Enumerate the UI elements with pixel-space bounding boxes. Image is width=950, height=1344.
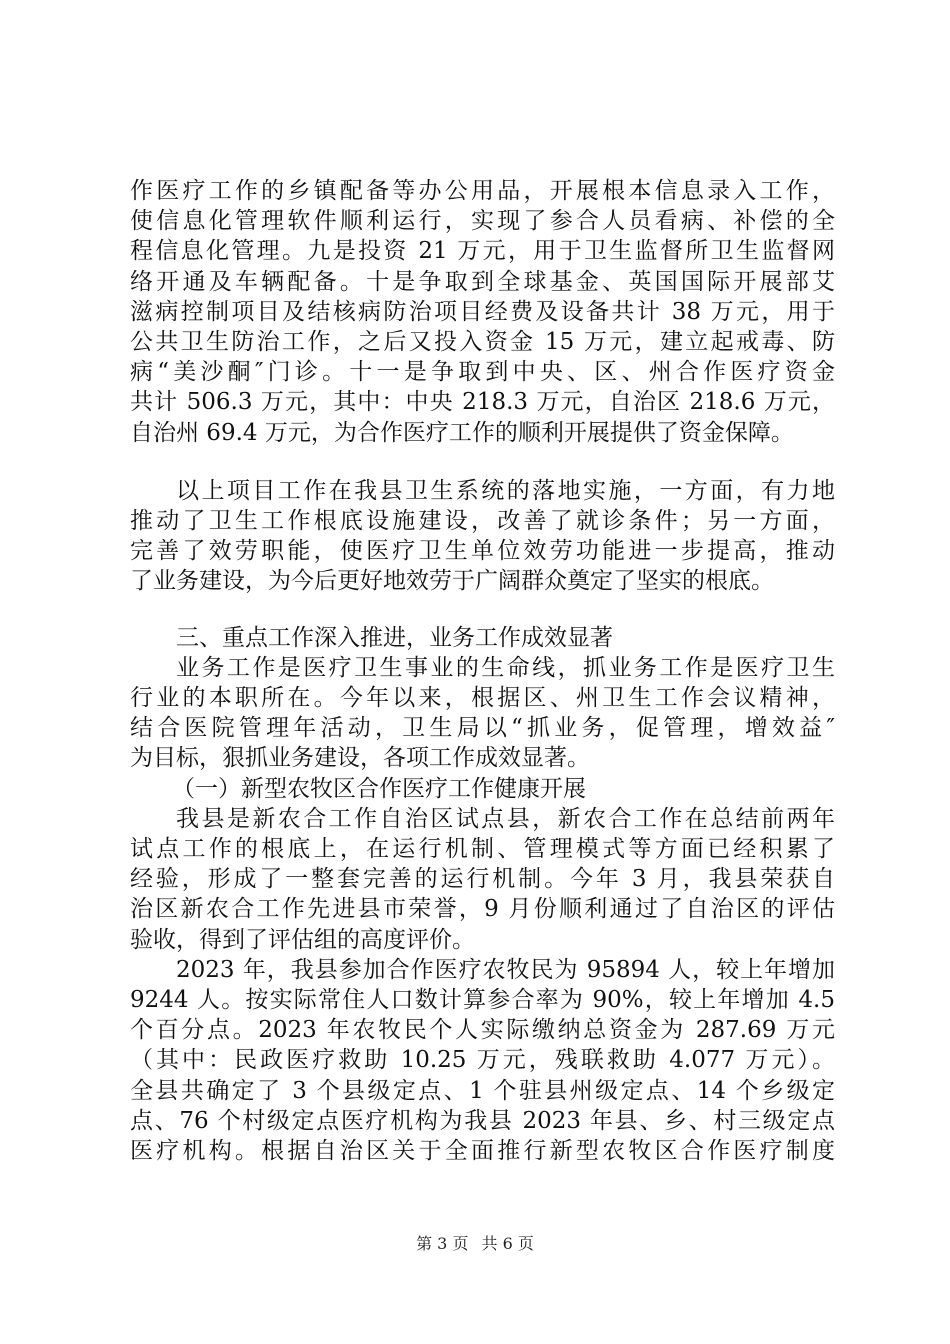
text-line: 我县是新农合工作自治区试点县，新农合工作在总结前两年 — [176, 805, 835, 832]
document-body — [130, 176, 835, 1166]
page-total: 共 6 页 — [481, 1234, 534, 1253]
text-line: 病“美沙酮″门诊。十一是争取到中央、区、州合作医疗资金 — [130, 359, 835, 386]
text-line: 点、76 个村级定点医疗机构为我县 2023 年县、乡、村三级定点 — [130, 1107, 835, 1134]
text-line: 2023 年，我县参加合作医疗农牧民为 95894 人，较上年增加 — [176, 956, 835, 983]
text-line: 了业务建设，为今后更好地效劳于广阔群众奠定了坚实的根底。 — [130, 568, 774, 595]
text-line: 滋病控制项目及结核病防治项目经费及设备共计 38 万元，用于 — [130, 298, 835, 325]
text-line: 络开通及车辆配备。十是争取到全球基金、英国国际开展部艾 — [130, 268, 835, 295]
text-line: （其中：民政医疗救助 10.25 万元，残联救助 4.077 万元）。 — [130, 1047, 835, 1074]
text-line: 验收，得到了评估组的高度评价。 — [130, 926, 475, 953]
text-line: 业务工作是医疗卫生事业的生命线，抓业务工作是医疗卫生 — [176, 654, 835, 681]
paragraph-spacer — [130, 448, 835, 476]
text-line: 治区新农合工作先进县市荣誉，9 月份顺利通过了自治区的评估 — [130, 896, 835, 923]
text-line: 试点工作的根底上，在运行机制、管理模式等方面已经积累了 — [130, 836, 835, 863]
text-line: 个百分点。2023 年农牧民个人实际缴纳总资金为 287.69 万元 — [130, 1017, 835, 1044]
text-line: 全县共确定了 3 个县级定点、1 个驻县州级定点、14 个乡级定 — [130, 1077, 835, 1104]
text-line: 结合医院管理年活动，卫生局以“抓业务，促管理，增效益″ — [130, 715, 835, 742]
text-line: 为目标，狠抓业务建设，各项工作成效显著。 — [130, 745, 590, 772]
subsection-heading: （一）新型农牧区合作医疗工作健康开展 — [172, 775, 586, 802]
text-line: 行业的本职所在。今年以来，根据区、州卫生工作会议精神， — [130, 685, 835, 712]
section-3 — [130, 623, 835, 1167]
text-line: 作医疗工作的乡镇配备等办公用品，开展根本信息录入工作， — [130, 178, 835, 204]
paragraph-continued — [130, 176, 835, 448]
page-footer — [0, 1234, 950, 1254]
text-line: 以上项目工作在我县卫生系统的落地实施，一方面，有力地 — [176, 477, 835, 504]
text-line: 医疗机构。根据自治区关于全面推行新型农牧区合作医疗制度 — [130, 1138, 835, 1165]
text-line: 使信息化管理软件顺利运行，实现了参合人员看病、补偿的全 — [130, 208, 835, 235]
text-line: 完善了效劳职能，使医疗卫生单位效劳功能进一步提高，推动 — [130, 538, 835, 565]
text-line: 经验，形成了一整套完善的运行机制。今年 3 月，我县荣获自 — [130, 866, 835, 893]
paragraph-summary — [130, 476, 835, 597]
text-line: 自治州 69.4 万元，为合作医疗工作的顺利开展提供了资金保障。 — [130, 419, 794, 446]
paragraph-spacer — [130, 597, 835, 623]
text-line: 公共卫生防治工作，之后又投入资金 15 万元，建立起戒毒、防 — [130, 329, 835, 356]
section-heading: 三、重点工作深入推进，业务工作成效显著 — [176, 624, 613, 651]
text-line: 9244 人。按实际常住人口数计算参合率为 90%，较上年增加 4.5 — [130, 987, 835, 1014]
text-line: 推动了卫生工作根底设施建设，改善了就诊条件；另一方面， — [130, 508, 835, 535]
text-line: 共计 506.3 万元，其中：中央 218.3 万元，自治区 218.6 万元， — [130, 389, 835, 416]
text-line: 程信息化管理。九是投资 21 万元，用于卫生监督所卫生监督网 — [130, 238, 835, 265]
page-number: 第 3 页 — [416, 1234, 469, 1253]
